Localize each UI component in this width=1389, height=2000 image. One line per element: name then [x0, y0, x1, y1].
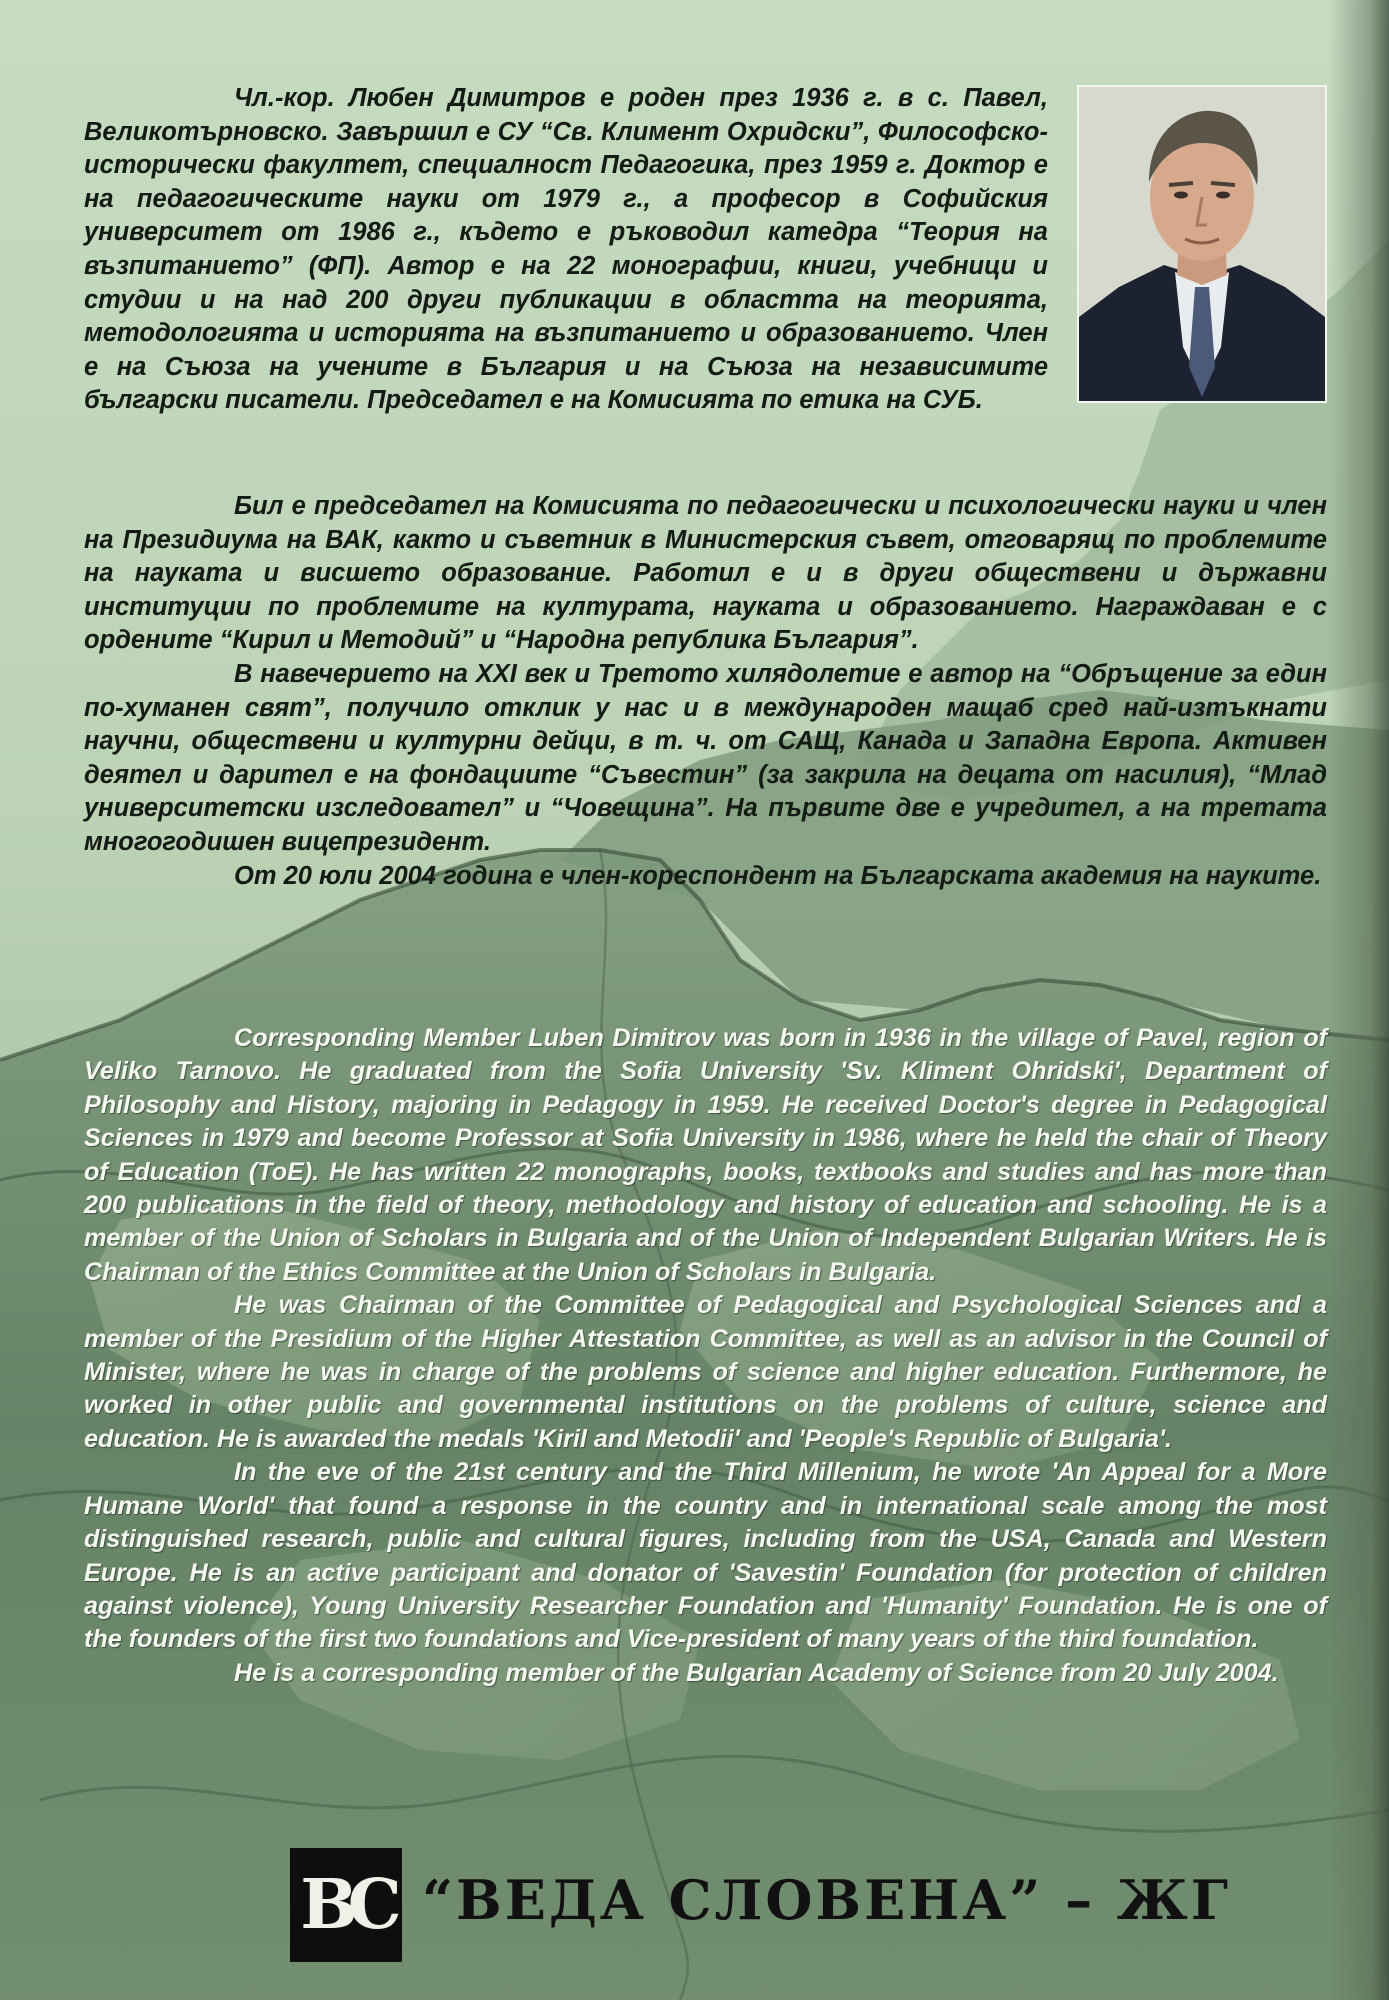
bulgarian-biography-continued — [84, 490, 1327, 893]
english-biography — [84, 1022, 1327, 1690]
page-edge-shadow — [1329, 0, 1389, 2000]
bulgarian-bio-paragraph-4: От 20 юли 2004 година е член-кореспондент на Българската академия на науките. — [234, 861, 1322, 890]
english-bio-paragraph-3: In the eve of the 21st century and the Third Millenium, he wrote 'An Appeal for a More Humane World' that found a response in the country and in international scale among the most distinguished research, public and cultural figures, including from the USA, Canada and Western Europe. He is an active participant and donator of 'Savestin' Foundation (for protection of children against violence), Young University Researcher Foundation and 'Humanity' Foundation. He is one of the founders of the first two foundations and Vice-president of many years of the third foundation. — [84, 1458, 1327, 1654]
bulgarian-bio-paragraph-1: Чл.-кор. Любен Димитров е роден през 1936 г. в с. Павел, Великотърновско. Завършил е СУ “Св. Климент Охридски”, Философско-исторически факултет, специалност Педагогика, през 1959 г. Доктор е на педагогическите науки от 1979 г., а професор в Софийския университет от 1986 г., където е ръководил катедра “Теория на възпитанието” (ФП). Автор е на 22 монографии, книги, учебници и студии и на над 200 други публикации в областта на теорията, методологията и историята на възпитанието и образованието. Член е на Съюза на учените в България и на Съюза на независимите български писатели. Председател е на Комисията по етика на СУБ. — [84, 84, 1048, 415]
english-bio-paragraph-4: He is a corresponding member of the Bulgarian Academy of Science from 20 July 2004. — [234, 1658, 1279, 1687]
english-bio-paragraph-2: He was Chairman of the Committee of Pedagogical and Psychological Sciences and a member of the Presidium of the Higher Attestation Committee, as well as an advisor in the Council of Minister, where he was in charge of the problems of science and higher education. Furthermore, he worked in other public and governmental institutions on the problems of culture, science and education. He is awarded the medals 'Kiril and Metodii' and 'People's Republic of Bulgaria'. — [84, 1291, 1327, 1453]
bulgarian-bio-paragraph-2: Бил е председател на Комисията по педагогически и психологически науки и член на Президиума на ВАК, както и съветник в Министерския съвет, отговарящ по проблемите на науката и висшето образование. Работил е и в други обществени и държавни институции по проблемите на културата, науката и образованието. Награждаван е с ордените “Кирил и Методий” и “Народна република България”. — [84, 492, 1327, 655]
publisher-logo-letters: ВС — [300, 1865, 392, 1945]
english-bio-paragraph-1: Corresponding Member Luben Dimitrov was born in 1936 in the village of Pavel, region of Veliko Tarnovo. He graduated from the Sofia University 'Sv. Kliment Ohridski', Department of Philosophy and History, majoring in Pedagogy in 1959. He received Doctor's degree in Pedagogical Sciences in 1979 and become Professor at Sofia University in 1986, where he held the chair of Theory of Education (ToE). He has written 22 monographs, books, textbooks and studies and has more than 200 publications in the field of theory, methodology and history of education and schooling. He is a member of the Union of Scholars in Bulgaria and of the Union of Independent Bulgarian Writers. He is Chairman of the Ethics Committee at the Union of Scholars in Bulgaria. — [84, 1024, 1327, 1286]
bulgarian-biography — [84, 82, 1334, 418]
publisher-name: “ВЕДА СЛОВЕНА” – ЖГ — [422, 1868, 1232, 1932]
publisher-imprint — [290, 1848, 1232, 1968]
publisher-logo — [290, 1848, 402, 1962]
bulgarian-bio-paragraph-3: В навечерието на XXI век и Третото хилядолетие е автор на “Обръщение за един по-хуманен свят”, получило отклик у нас и в международен мащаб сред най-изтъкнати научни, обществени и културни дейци, в т. ч. от САЩ, Канада и Западна Европа. Активен деятел и дарител е на фондациите “Съвестин” (за закрила на децата от насилия), “Млад университетски изследовател” и “Човещина”. На първите две е учредител, а на третата многогодишен вицепрезидент. — [84, 659, 1327, 856]
